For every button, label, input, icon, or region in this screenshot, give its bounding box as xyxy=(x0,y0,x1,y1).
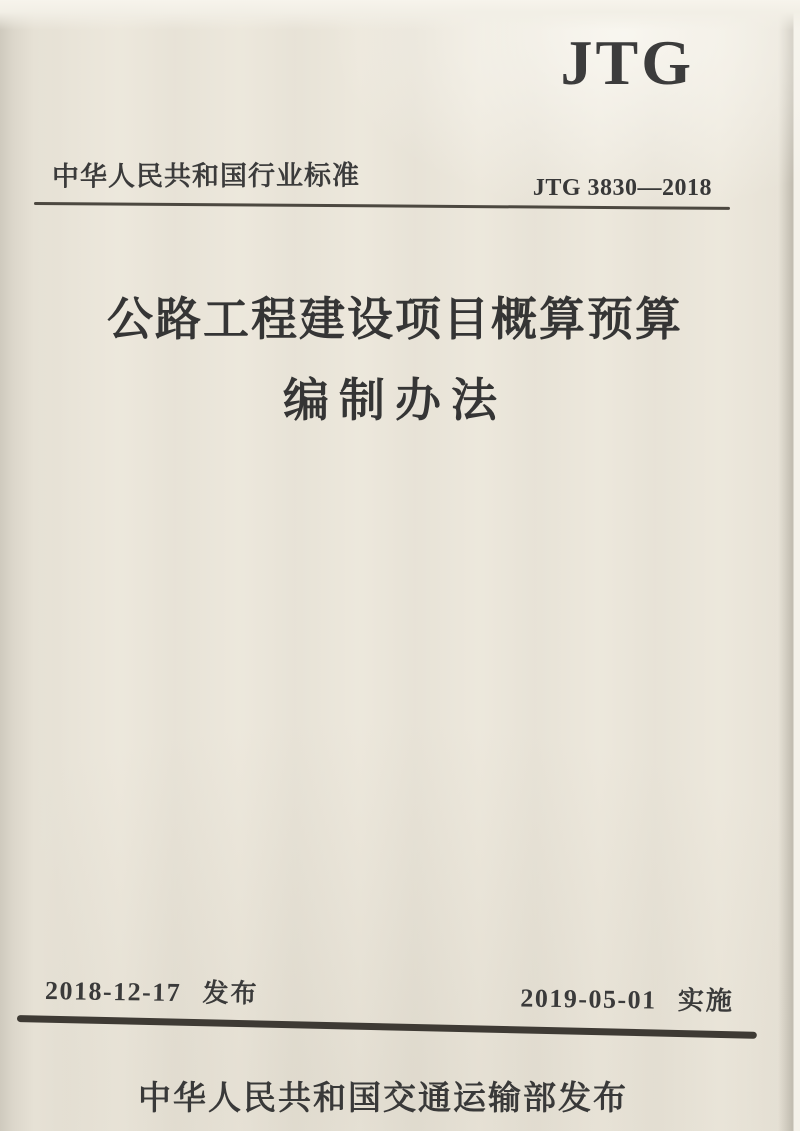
issue-date: 2018-12-17 xyxy=(44,976,182,1008)
title-line-1: 公路工程建设项目概算预算 xyxy=(107,294,683,345)
issue-date-group xyxy=(45,970,259,1010)
standard-code-label: JTG 3830—2018 xyxy=(532,175,712,201)
standard-type-label: 中华人民共和国行业标准 xyxy=(51,160,361,192)
footer-rule xyxy=(17,1015,757,1039)
effective-date-group xyxy=(520,977,734,1017)
title-block xyxy=(0,296,790,426)
dates-row xyxy=(45,970,734,1018)
jtg-logo: JTG xyxy=(560,27,694,98)
publisher-line: 中华人民共和国交通运输部发布 xyxy=(138,1079,628,1116)
standard-header-row xyxy=(51,154,712,201)
issue-label: 发布 xyxy=(202,977,259,1009)
title-line-2: 编制办法 xyxy=(283,375,507,427)
effective-date: 2019-05-01 xyxy=(520,983,657,1015)
header-rule xyxy=(34,202,730,210)
effective-label: 实施 xyxy=(677,984,735,1016)
